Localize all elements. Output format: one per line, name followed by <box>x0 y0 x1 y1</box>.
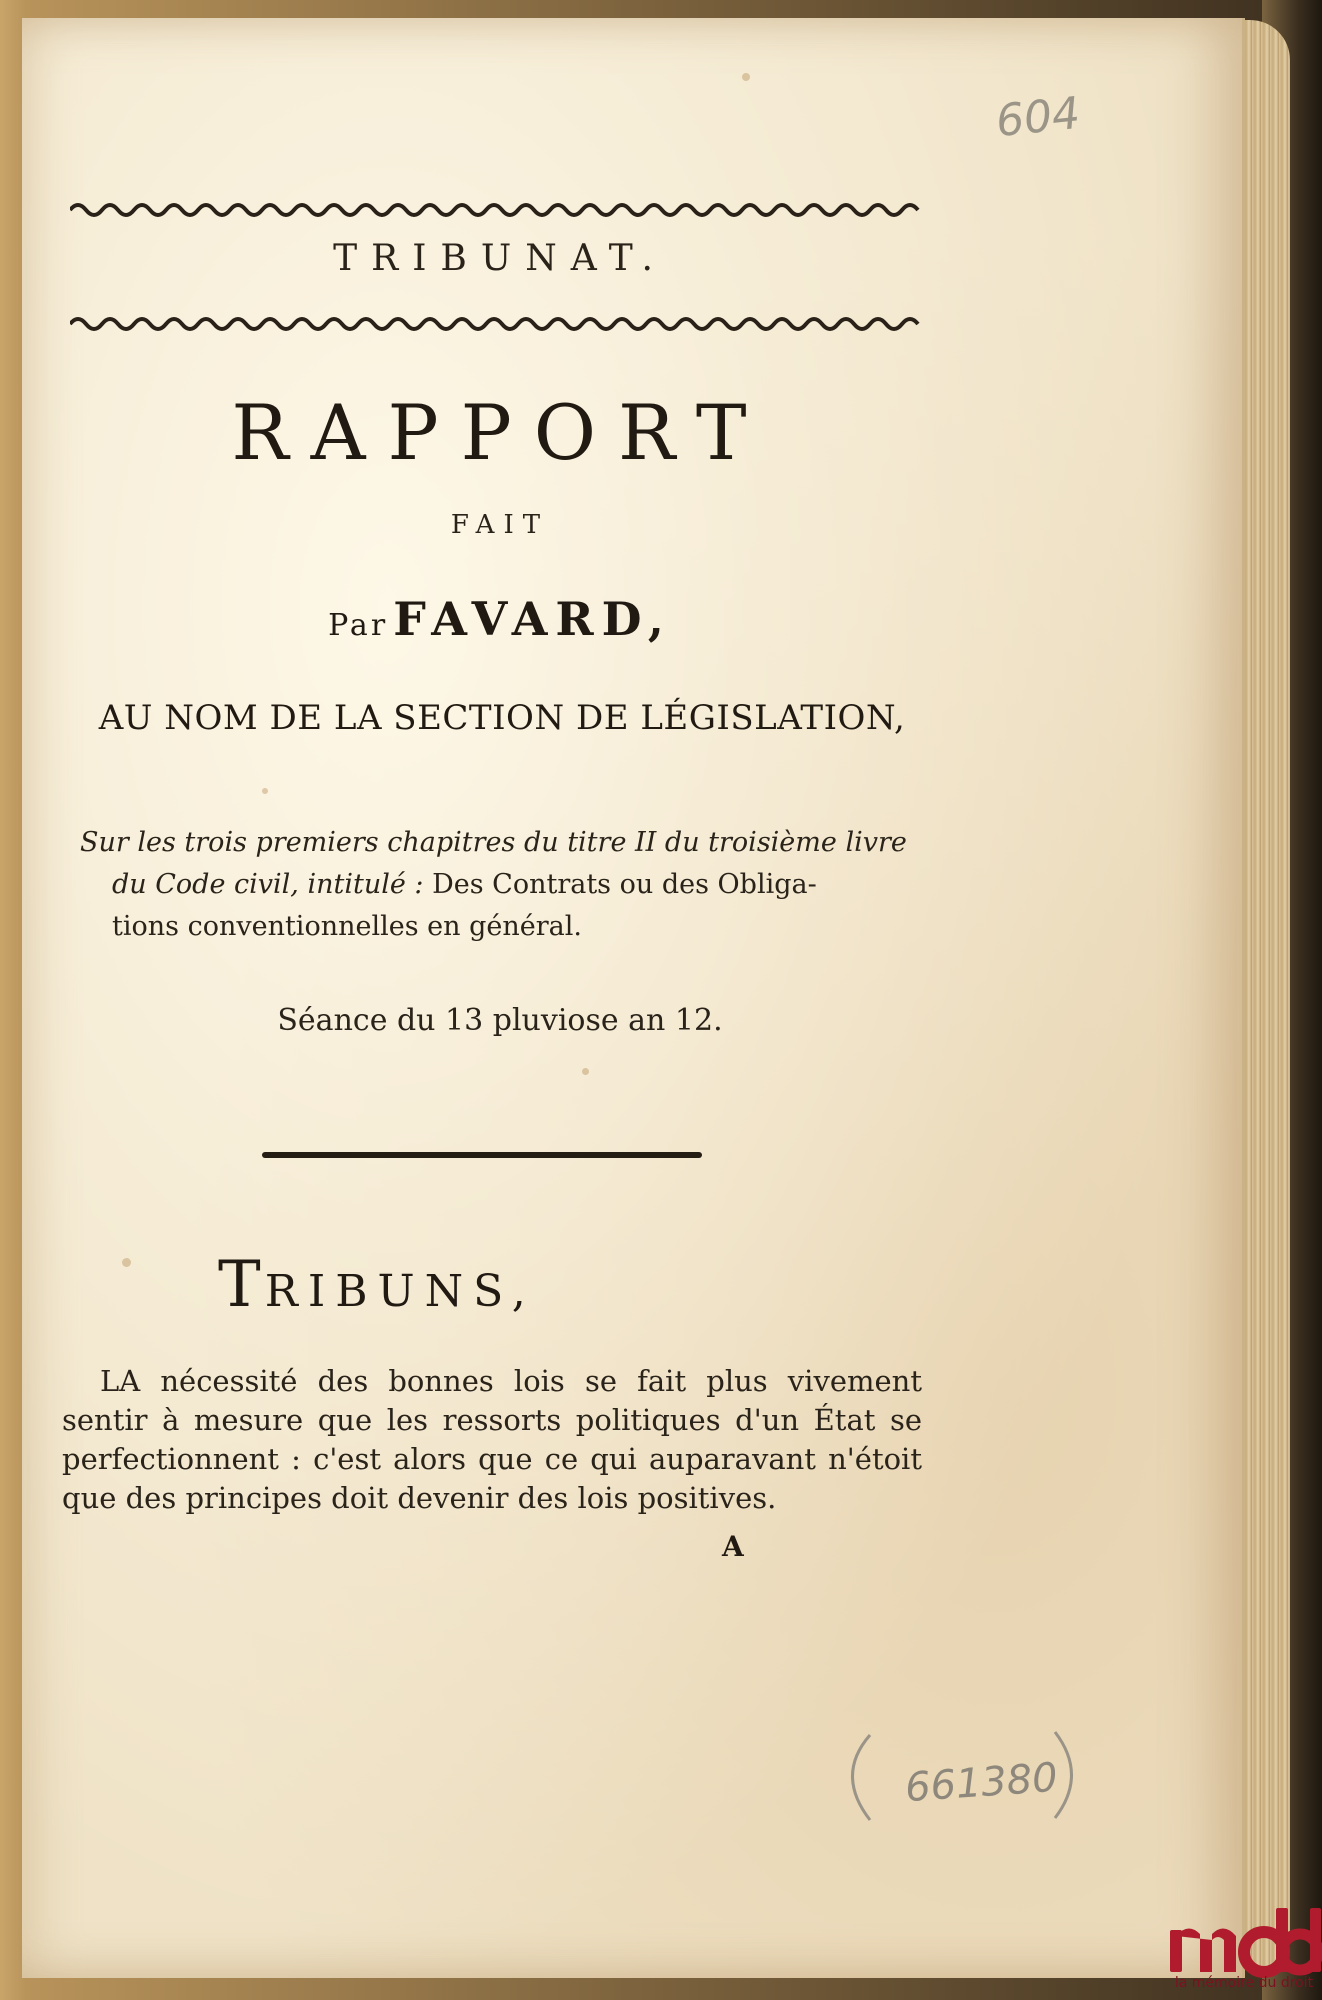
fait-label: FAIT <box>450 510 550 540</box>
author-name: FAVARD, <box>393 592 672 646</box>
body-paragraph <box>62 1362 922 1518</box>
subject-line-3: tions conventionnelles en général. <box>112 911 582 942</box>
separator-rule <box>262 1152 702 1158</box>
seance-date: Séance du 13 pluviose an 12. <box>277 1003 723 1038</box>
pencil-annotation-bottom: 661380 <box>903 1754 1060 1812</box>
author-line <box>70 592 930 646</box>
par-prefix: Par <box>328 608 389 643</box>
subject-line-1 <box>80 822 920 864</box>
subject-italic-1: Sur les trois premiers chapitres du titre II du troisième livre <box>80 827 907 858</box>
foxing-spot <box>122 1258 131 1267</box>
logo-tagline: la mémoire du droit <box>1174 1975 1314 1991</box>
section-line: AU NOM DE LA SECTION DE LÉGISLATION, <box>98 698 906 738</box>
signature-mark: A <box>722 1530 744 1563</box>
address-rest: RIBUNS, <box>264 1266 536 1317</box>
bottom-ornament-rule <box>70 312 920 336</box>
pencil-annotation-top: 604 <box>993 87 1083 148</box>
subject-roman-2: Des Contrats ou des Obliga- <box>423 869 817 900</box>
body-text: LA nécessité des bonnes lois se fait plus vivement sentir à mesure que les ressorts politiques d'un État se perfectionnent : c'est alors que ce qui auparavant n'étoit que des principes doit devenir des lois positives. <box>62 1364 922 1515</box>
foxing-spot <box>742 73 750 81</box>
foxing-spot <box>582 1068 589 1075</box>
foxing-spot <box>262 788 268 794</box>
address-heading <box>218 1248 536 1322</box>
document-title: RAPPORT <box>231 388 769 477</box>
top-ornament-rule <box>70 198 920 222</box>
subject-paragraph <box>80 822 920 948</box>
subject-italic-2: du Code civil, intitulé : <box>112 869 424 900</box>
subject-line-2 <box>80 864 920 906</box>
address-initial: T <box>218 1248 265 1322</box>
header-tribunat: TRIBUNAT. <box>333 238 667 279</box>
